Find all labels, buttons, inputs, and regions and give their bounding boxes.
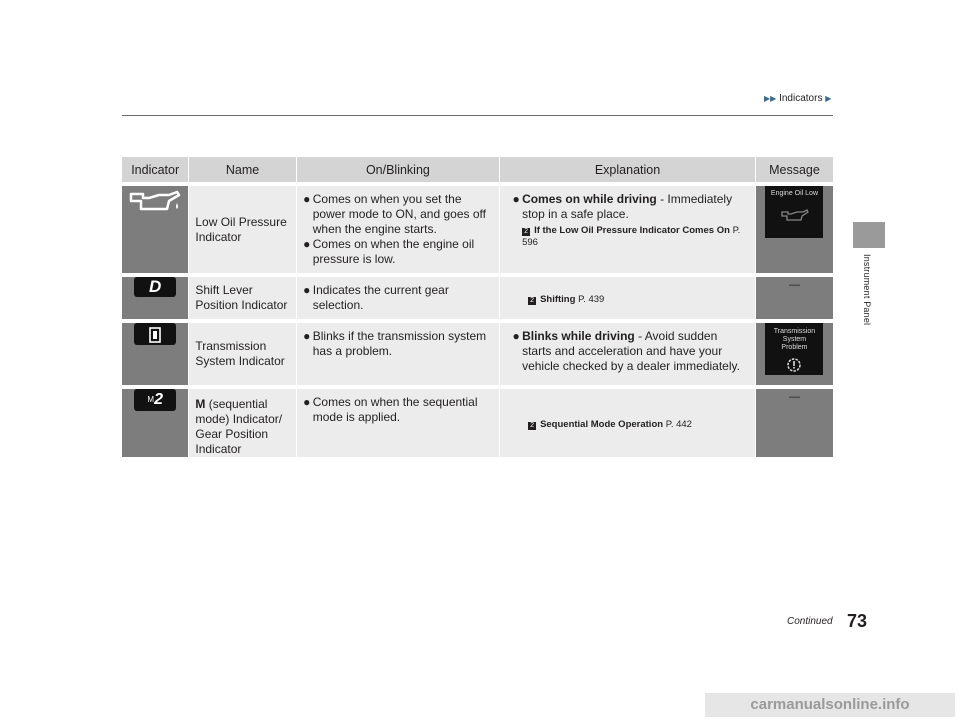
name-cell xyxy=(188,182,295,273)
reference-arrow-icon: 2 xyxy=(528,297,536,305)
bullet-item: ● Comes on when you set the power mode to ON, and goes off when the engine starts. xyxy=(303,192,486,236)
column-header: Name xyxy=(188,157,295,182)
cross-reference[interactable]: 2 Shifting P. 439 xyxy=(528,294,749,306)
explanation-cell xyxy=(499,319,755,385)
table-row xyxy=(122,385,833,457)
cross-reference[interactable]: 2 Sequential Mode Operation P. 442 xyxy=(528,419,749,431)
message-cell xyxy=(755,319,833,385)
page-number: 73 xyxy=(847,611,868,631)
gear-warning-icon xyxy=(785,356,803,374)
indicator-name: (sequential mode) Indicator/ Gear Position Indicator xyxy=(195,397,283,456)
message-cell xyxy=(755,385,833,457)
no-message: — xyxy=(788,391,800,403)
transmission-icon xyxy=(134,323,176,345)
mode-letter: M xyxy=(195,397,206,411)
name-cell xyxy=(188,385,295,457)
on-blinking-cell xyxy=(296,273,499,319)
message-cell xyxy=(755,273,833,319)
cross-reference[interactable]: 2 If the Low Oil Pressure Indicator Comes On P. 596 xyxy=(522,225,741,248)
breadcrumb-arrow-icon: ▶▶ xyxy=(764,94,777,103)
bullet-item: ● Blinks while driving - Avoid sudden starts and acceleration and have your vehicle checked by a dealer immediately. xyxy=(512,329,740,373)
bullet-item: ● Comes on when the sequential mode is applied. xyxy=(303,395,478,424)
breadcrumb-arrow-icon: ▶ xyxy=(825,94,832,103)
name-cell xyxy=(188,273,295,319)
column-header: Indicator xyxy=(122,157,188,182)
message-display: Transmission System Problem xyxy=(765,323,823,375)
on-blinking-cell xyxy=(296,182,499,273)
section-tab-label: Instrument Panel xyxy=(862,254,872,326)
indicator-cell xyxy=(122,385,188,457)
breadcrumb xyxy=(764,93,831,104)
table-row xyxy=(122,319,833,385)
indicator-cell xyxy=(122,273,188,319)
reference-arrow-icon: 2 xyxy=(522,228,530,236)
bullet-item: ● Comes on when the engine oil pressure is low. xyxy=(303,237,475,266)
watermark: carmanualsonline.info xyxy=(705,693,955,717)
explanation-cell xyxy=(499,182,755,273)
bullet-item: ● Blinks if the transmission system has a problem. xyxy=(303,329,487,358)
indicator-name: Shift Lever Position Indicator xyxy=(195,283,288,312)
indicator-name: Transmission System Indicator xyxy=(195,339,285,368)
breadcrumb-label: Indicators xyxy=(779,93,823,104)
table-row xyxy=(122,273,833,319)
column-header: Message xyxy=(755,157,833,182)
indicator-cell xyxy=(122,182,188,273)
no-message: — xyxy=(788,279,800,291)
continued-label: Continued xyxy=(787,616,833,627)
column-header: Explanation xyxy=(499,157,755,182)
message-cell xyxy=(755,182,833,273)
oil-can-icon xyxy=(779,206,809,226)
indicator-table xyxy=(122,157,833,457)
message-display: Engine Oil Low xyxy=(765,186,823,238)
on-blinking-cell xyxy=(296,319,499,385)
explanation-cell xyxy=(499,385,755,457)
bullet-item: ● Indicates the current gear selection. xyxy=(303,283,449,312)
table-header-row xyxy=(122,157,833,182)
indicator-name: Low Oil Pressure Indicator xyxy=(195,214,287,244)
bullet-item: ● Comes on while driving - Immediately stop in a safe place. xyxy=(512,192,733,221)
column-header: On/Blinking xyxy=(296,157,499,182)
name-cell xyxy=(188,319,295,385)
reference-arrow-icon: 2 xyxy=(528,422,536,430)
section-tab xyxy=(853,222,885,248)
table-row xyxy=(122,182,833,273)
oil-pressure-icon xyxy=(127,203,183,217)
on-blinking-cell xyxy=(296,385,499,457)
explanation-cell xyxy=(499,273,755,319)
m2-gear-icon: $^M$2 xyxy=(134,389,176,411)
indicator-cell xyxy=(122,319,188,385)
header-rule xyxy=(122,115,833,116)
shift-lever-d-icon: D xyxy=(134,277,176,297)
